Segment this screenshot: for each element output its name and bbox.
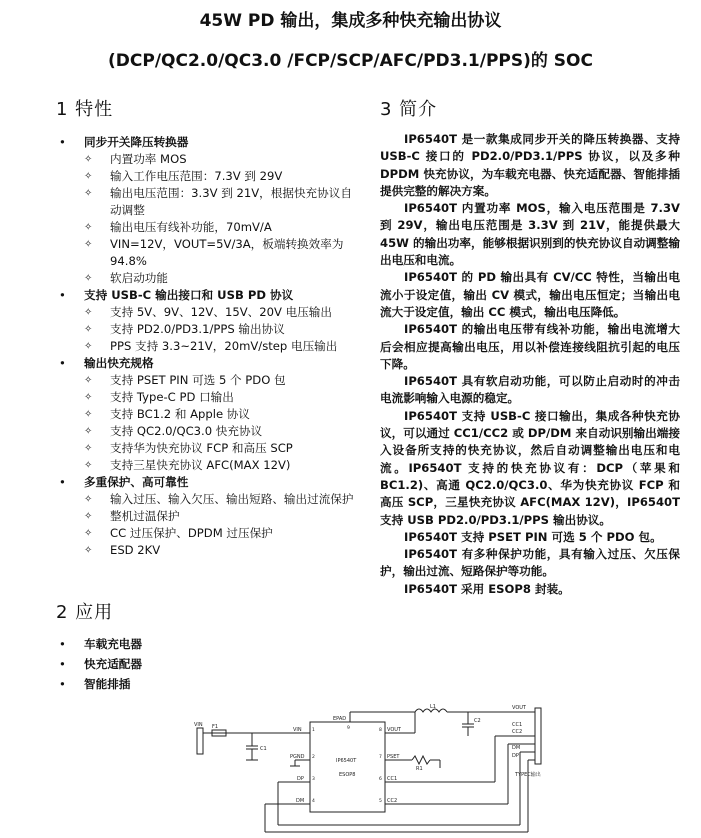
chip-name: IP6540T [336, 758, 357, 764]
feature-item [54, 151, 359, 168]
label-pset: PSET [387, 754, 400, 760]
label-vout-pin: VOUT [387, 727, 401, 733]
application-item [54, 634, 142, 654]
diamond-bullet-icon: ✧ [84, 443, 93, 454]
feature-item [54, 440, 359, 457]
applications-heading: 2 应用 [56, 602, 114, 623]
feature-item [54, 168, 359, 185]
feature-item-text: 支持 BC1.2 和 Apple 协议 [110, 407, 250, 421]
label-dp: DP [297, 776, 304, 782]
feature-item [54, 457, 359, 474]
intro-paragraph: IP6540T 支持 PSET PIN 可选 5 个 PDO 包。 [404, 529, 662, 544]
feature-item-text: 支持 PD2.0/PD3.1/PPS 输出协议 [110, 322, 285, 336]
label-vin-pin: VIN [293, 727, 302, 733]
pin-number: 1 [312, 728, 315, 733]
feature-item-text: 输出电压范围：3.3V 到 21V，根据快充协议自动调整 [110, 186, 352, 217]
feature-item-text: 软启动功能 [110, 271, 168, 285]
feature-item-text: 支持华为快充协议 FCP 和高压 SCP [110, 441, 293, 455]
label-conn-cc1: CC1 [512, 722, 523, 728]
feature-group-label: 输出快充规格 [84, 356, 154, 370]
pin-number: 2 [312, 755, 315, 760]
feature-item-text: 内置功率 MOS [110, 152, 187, 166]
intro-paragraph: IP6540T 具有软启动功能，可以防止启动时的冲击电流影响输入电源的稳定。 [380, 374, 680, 406]
application-item [54, 674, 142, 694]
feature-group-label: 同步开关降压转换器 [84, 135, 189, 149]
label-dm: DM [296, 798, 305, 804]
feature-item-text: 支持 QC2.0/QC3.0 快充协议 [110, 424, 263, 438]
label-epad: EPAD [333, 716, 347, 722]
feature-item [54, 219, 359, 236]
feature-item [54, 338, 359, 355]
feature-item-text: 输入过压、输入欠压、输出短路、输出过流保护 [110, 492, 354, 506]
application-schematic [190, 700, 550, 835]
diamond-bullet-icon: ✧ [84, 239, 93, 250]
intro-paragraph: IP6540T 有多种保护功能，具有输入过压、欠压保护，输出过流、短路保护等功能。 [380, 547, 680, 579]
chip-body [310, 722, 385, 812]
intro-paragraph: IP6540T 是一款集成同步开关的降压转换器、支持 USB-C 接口的 PD2.0/PD3.1/PPS 协议，以及多种 DPDM 快充协议，为车载充电器、快充适配器、智能排插提供完整的解决方案。 [380, 132, 680, 198]
feature-group-label: 支持 USB-C 输出接口和 USB PD 协议 [84, 288, 294, 302]
diamond-bullet-icon: ✧ [84, 460, 93, 471]
application-item [54, 654, 142, 674]
feature-item-text: VIN=12V，VOUT=5V/3A，板端转换效率为94.8% [110, 237, 344, 268]
diamond-bullet-icon: ✧ [84, 545, 93, 556]
feature-item-text: 支持 PSET PIN 可选 5 个 PDO 包 [110, 373, 286, 387]
label-c1: C1 [260, 746, 267, 752]
feature-item-text: 支持 5V、9V、12V、15V、20V 电压输出 [110, 305, 332, 319]
intro-paragraph: IP6540T 内置功率 MOS，输入电压范围是 7.3V 到 29V，输出电压范围是 3.3V 到 21V，能提供最大 45W 的输出功率，能够根据识别到的快充协议自动调整输出电压和电流。 [380, 201, 680, 268]
resistor-r1 [412, 756, 430, 764]
diamond-bullet-icon: ✧ [84, 426, 93, 437]
features-heading: 1 特性 [56, 99, 114, 120]
feature-item [54, 508, 359, 525]
intro-text [380, 131, 680, 598]
feature-item [54, 304, 359, 321]
chip-package: ESOP8 [339, 772, 356, 778]
diamond-bullet-icon: ✧ [84, 375, 93, 386]
bullet-icon: • [59, 288, 66, 302]
pin-number: 5 [379, 799, 382, 804]
feature-item [54, 423, 359, 440]
feature-item-text: CC 过压保护、DPDM 过压保护 [110, 526, 273, 540]
intro-paragraph: IP6540T 的 PD 输出具有 CV/CC 特性，当输出电流小于设定值，输出 CV 模式，输出电压恒定；当输出电流大于设定值，输出 CC 模式，输出电压降低。 [380, 270, 680, 319]
pin-number: 7 [379, 755, 382, 760]
feature-item [54, 185, 359, 219]
feature-group [54, 287, 359, 304]
intro-heading: 3 简介 [380, 99, 438, 120]
diamond-bullet-icon: ✧ [84, 324, 93, 335]
feature-item [54, 389, 359, 406]
diamond-bullet-icon: ✧ [84, 528, 93, 539]
pin-number: 9 [347, 726, 350, 731]
features-list [54, 134, 359, 559]
document-title-line1: 45W PD 输出，集成多种快充输出协议 [199, 11, 502, 31]
feature-group [54, 355, 359, 372]
feature-item [54, 372, 359, 389]
bullet-icon: • [59, 475, 66, 489]
feature-item [54, 236, 359, 270]
label-f1: F1 [212, 724, 219, 730]
intro-paragraph: IP6540T 的输出电压带有线补功能，输出电流增大后会相应提高输出电压，用以补偿连接线阻抗引起的电压下降。 [380, 322, 680, 371]
feature-item [54, 321, 359, 338]
feature-item-text: 输入工作电压范围：7.3V 到 29V [110, 169, 283, 183]
label-conn-dp: DP [512, 753, 519, 759]
feature-item [54, 270, 359, 287]
application-item-text: 车载充电器 [84, 637, 142, 651]
bullet-icon: • [59, 677, 66, 691]
label-typec: TYPEC输出 [515, 772, 541, 778]
bullet-icon: • [59, 135, 66, 149]
label-r1: R1 [416, 766, 423, 772]
feature-item-text: 支持三星快充协议 AFC(MAX 12V) [110, 458, 291, 472]
feature-item-text: 输出电压有线补功能，70mV/A [110, 220, 272, 234]
applications-list [54, 634, 142, 694]
diamond-bullet-icon: ✧ [84, 171, 93, 182]
diamond-bullet-icon: ✧ [84, 188, 93, 199]
feature-item-text: 整机过温保护 [110, 509, 180, 523]
bullet-icon: • [59, 637, 66, 651]
label-conn-cc2: CC2 [512, 729, 523, 735]
feature-item-text: ESD 2KV [110, 543, 161, 557]
label-l1: L1 [430, 704, 436, 710]
label-cc1-pin: CC1 [387, 776, 398, 782]
diamond-bullet-icon: ✧ [84, 409, 93, 420]
diamond-bullet-icon: ✧ [84, 273, 93, 284]
feature-item [54, 406, 359, 423]
feature-item-text: 支持 Type-C PD 口输出 [110, 390, 234, 404]
diamond-bullet-icon: ✧ [84, 154, 93, 165]
diamond-bullet-icon: ✧ [84, 494, 93, 505]
diamond-bullet-icon: ✧ [84, 222, 93, 233]
vin-input-connector [197, 728, 203, 754]
diamond-bullet-icon: ✧ [84, 511, 93, 522]
diamond-bullet-icon: ✧ [84, 307, 93, 318]
pin-number: 6 [379, 777, 382, 782]
typec-connector [535, 708, 541, 764]
feature-item [54, 491, 359, 508]
feature-group [54, 474, 359, 491]
feature-group [54, 134, 359, 151]
label-pgnd: PGND [290, 754, 305, 760]
feature-item [54, 542, 359, 559]
diamond-bullet-icon: ✧ [84, 392, 93, 403]
pin-number: 4 [312, 799, 315, 804]
feature-item [54, 525, 359, 542]
pin-number: 8 [379, 728, 382, 733]
intro-paragraph: IP6540T 支持 USB-C 接口输出，集成各种快充协议，可以通过 CC1/CC2 或 DP/DM 来自动识别输出端接入设备所支持的快充协议，然后自动调整输出电压和电流。IP6540T 支持的快充协议有：DCP（苹果和 BC1.2)、高通 QC2.0/QC3.0、华为快充协议 FCP 和高压 SCP，三星快充协议 AFC(MAX 12V)，IP6540T 支持 USB PD2.0/PD3.1/PPS 输出协议。 [380, 408, 680, 527]
feature-group-label: 多重保护、高可靠性 [84, 475, 189, 489]
bullet-icon: • [59, 657, 66, 671]
application-item-text: 快充适配器 [84, 657, 142, 671]
label-cc2-pin: CC2 [387, 798, 398, 804]
pin-numbers [312, 725, 382, 804]
document-title-line2: (DCP/QC2.0/QC3.0 /FCP/SCP/AFC/PD3.1/PPS)的 SOC [108, 51, 593, 71]
feature-item-text: PPS 支持 3.3~21V，20mV/step 电压输出 [110, 339, 338, 353]
label-conn-dm: DM [512, 745, 521, 751]
application-item-text: 智能排插 [84, 677, 131, 691]
diamond-bullet-icon: ✧ [84, 341, 93, 352]
label-conn-vout: VOUT [512, 705, 526, 711]
label-vin-in: VIN [194, 722, 203, 728]
pin-number: 3 [312, 777, 315, 782]
label-c2: C2 [474, 718, 481, 724]
bullet-icon: • [59, 356, 66, 370]
intro-paragraph: IP6540T 采用 ESOP8 封装。 [404, 581, 570, 596]
